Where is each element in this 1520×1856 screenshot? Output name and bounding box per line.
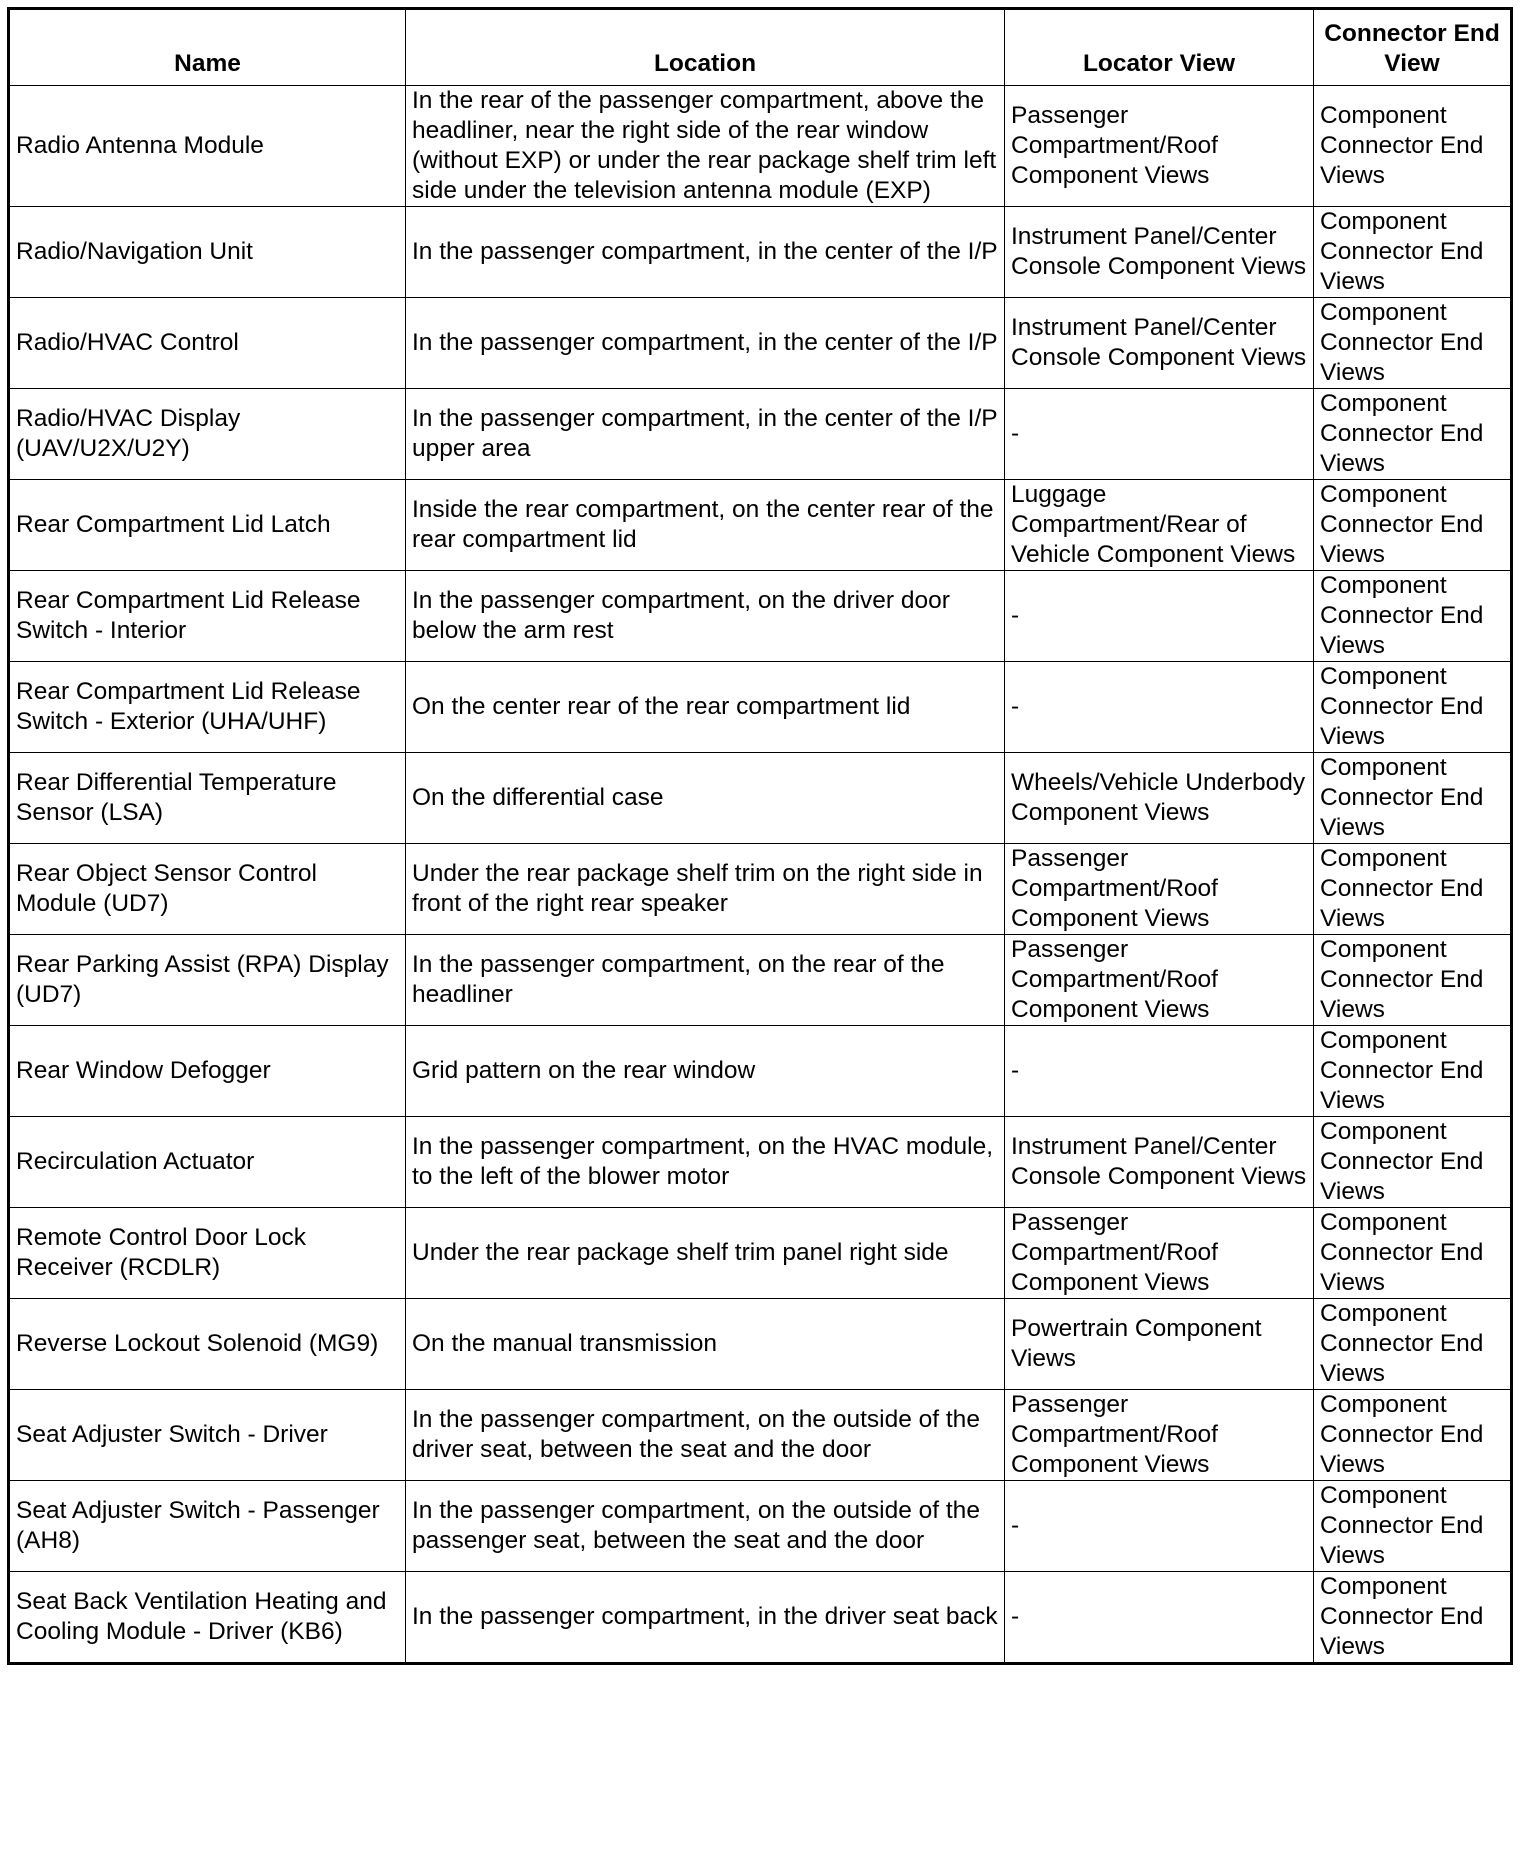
connector-end-view-cell <box>1314 86 1512 207</box>
component-name-cell <box>9 1299 406 1390</box>
component-location-cell <box>406 480 1005 571</box>
locator-view-cell <box>1005 1572 1314 1664</box>
connector-end-view-cell <box>1314 1481 1512 1572</box>
connector-end-view-cell <box>1314 480 1512 571</box>
connector-end-view-cell <box>1314 1390 1512 1481</box>
component-name-cell <box>9 935 406 1026</box>
connector-end-view: Component Connector End Views <box>1320 936 1484 1023</box>
connector-end-view: Component Connector End Views <box>1320 663 1484 750</box>
connector-end-view-cell <box>1314 1572 1512 1664</box>
connector-end-view-cell <box>1314 207 1512 298</box>
table-body <box>9 86 1512 1664</box>
component-name: Seat Adjuster Switch - Driver <box>16 1421 328 1448</box>
table-row <box>9 935 1512 1026</box>
locator-view-cell <box>1005 935 1314 1026</box>
connector-end-view: Component Connector End Views <box>1320 572 1484 659</box>
locator-view-cell <box>1005 844 1314 935</box>
locator-view: Luggage Compartment/Rear of Vehicle Component Views <box>1011 481 1296 568</box>
component-location-cell <box>406 86 1005 207</box>
header-name: Name <box>9 9 406 86</box>
locator-view: Instrument Panel/Center Console Component Views <box>1011 314 1307 371</box>
component-location-cell <box>406 844 1005 935</box>
locator-view: Passenger Compartment/Roof Component Views <box>1011 1391 1218 1478</box>
connector-end-view: Component Connector End Views <box>1320 1209 1484 1296</box>
locator-view-cell <box>1005 480 1314 571</box>
component-location-cell <box>406 753 1005 844</box>
component-name-cell <box>9 1208 406 1299</box>
header-location: Location <box>406 9 1005 86</box>
table-row <box>9 298 1512 389</box>
locator-view: Wheels/Vehicle Underbody Component Views <box>1011 769 1306 826</box>
component-location: On the differential case <box>412 784 664 811</box>
component-location-cell <box>406 1026 1005 1117</box>
component-location-cell <box>406 571 1005 662</box>
connector-end-view-cell <box>1314 1117 1512 1208</box>
component-name: Seat Back Ventilation Heating and Cooling Module - Driver (KB6) <box>16 1588 387 1645</box>
component-location-cell <box>406 1117 1005 1208</box>
component-name-cell <box>9 1117 406 1208</box>
locator-view-cell <box>1005 662 1314 753</box>
locator-view-cell <box>1005 86 1314 207</box>
connector-end-view: Component Connector End Views <box>1320 1118 1484 1205</box>
connector-end-view-cell <box>1314 1208 1512 1299</box>
locator-view-cell <box>1005 753 1314 844</box>
component-name: Seat Adjuster Switch - Passenger (AH8) <box>16 1497 380 1554</box>
locator-view-cell <box>1005 1026 1314 1117</box>
connector-end-view-cell <box>1314 935 1512 1026</box>
component-name-cell <box>9 662 406 753</box>
connector-end-view-cell <box>1314 662 1512 753</box>
locator-view: Instrument Panel/Center Console Component Views <box>1011 1133 1307 1190</box>
table-row <box>9 86 1512 207</box>
component-location: In the rear of the passenger compartment, above the headliner, near the right side of the rear window (without EXP) or under the rear package shelf trim left side under the television antenna module (EXP) <box>412 87 997 204</box>
table-row <box>9 1572 1512 1664</box>
table-row <box>9 1481 1512 1572</box>
component-location-cell <box>406 298 1005 389</box>
component-name-cell <box>9 844 406 935</box>
component-location: On the center rear of the rear compartment lid <box>412 693 911 720</box>
component-name: Rear Parking Assist (RPA) Display (UD7) <box>16 951 389 1008</box>
component-name: Radio/Navigation Unit <box>16 238 253 265</box>
component-name: Radio/HVAC Display (UAV/U2X/U2Y) <box>16 405 241 462</box>
component-name: Radio/HVAC Control <box>16 329 239 356</box>
locator-view-cell <box>1005 1208 1314 1299</box>
component-location: In the passenger compartment, in the center of the I/P <box>412 329 998 356</box>
locator-view: - <box>1011 602 1020 629</box>
component-location: In the passenger compartment, on the driver door below the arm rest <box>412 587 950 644</box>
component-name: Rear Compartment Lid Release Switch - Exterior (UHA/UHF) <box>16 678 361 735</box>
header-locator-view: Locator View <box>1005 9 1314 86</box>
table-row <box>9 1299 1512 1390</box>
component-name: Radio Antenna Module <box>16 132 264 159</box>
locator-view: Passenger Compartment/Roof Component Views <box>1011 936 1218 1023</box>
component-name: Recirculation Actuator <box>16 1148 255 1175</box>
locator-view: Instrument Panel/Center Console Component Views <box>1011 223 1307 280</box>
table-row <box>9 389 1512 480</box>
locator-view: Powertrain Component Views <box>1011 1315 1262 1372</box>
component-location-cell <box>406 662 1005 753</box>
component-location: Under the rear package shelf trim on the right side in front of the right rear speaker <box>412 860 983 917</box>
connector-end-view: Component Connector End Views <box>1320 208 1484 295</box>
connector-end-view: Component Connector End Views <box>1320 390 1484 477</box>
component-location: In the passenger compartment, in the center of the I/P <box>412 238 998 265</box>
locator-view-cell <box>1005 1299 1314 1390</box>
locator-view-cell <box>1005 298 1314 389</box>
connector-end-view: Component Connector End Views <box>1320 1391 1484 1478</box>
component-name: Rear Compartment Lid Latch <box>16 511 331 538</box>
component-location-cell <box>406 207 1005 298</box>
locator-view: Passenger Compartment/Roof Component Views <box>1011 1209 1218 1296</box>
component-name-cell <box>9 571 406 662</box>
locator-view: - <box>1011 1512 1020 1539</box>
component-location: Grid pattern on the rear window <box>412 1057 756 1084</box>
table-row <box>9 753 1512 844</box>
component-name: Rear Object Sensor Control Module (UD7) <box>16 860 317 917</box>
component-name-cell <box>9 298 406 389</box>
connector-end-view: Component Connector End Views <box>1320 1027 1484 1114</box>
locator-view-cell <box>1005 571 1314 662</box>
component-name-cell <box>9 1390 406 1481</box>
table-row <box>9 1117 1512 1208</box>
connector-end-view: Component Connector End Views <box>1320 481 1484 568</box>
component-name-cell <box>9 480 406 571</box>
component-name-cell <box>9 753 406 844</box>
component-location-cell <box>406 1299 1005 1390</box>
component-location: Inside the rear compartment, on the center rear of the rear compartment lid <box>412 496 994 553</box>
header-row <box>9 9 1512 86</box>
table-row <box>9 1026 1512 1117</box>
component-location: On the manual transmission <box>412 1330 718 1357</box>
table-row <box>9 480 1512 571</box>
component-name: Reverse Lockout Solenoid (MG9) <box>16 1330 379 1357</box>
component-location: In the passenger compartment, on the outside of the driver seat, between the seat and the door <box>412 1406 980 1463</box>
locator-view: - <box>1011 1603 1020 1630</box>
table-row <box>9 844 1512 935</box>
component-location-cell <box>406 1390 1005 1481</box>
component-location: In the passenger compartment, on the HVAC module, to the left of the blower motor <box>412 1133 994 1190</box>
locator-view-cell <box>1005 389 1314 480</box>
table-row <box>9 1390 1512 1481</box>
locator-view: - <box>1011 693 1020 720</box>
component-name-cell <box>9 1481 406 1572</box>
component-name: Rear Window Defogger <box>16 1057 271 1084</box>
component-name-cell <box>9 86 406 207</box>
component-location-cell <box>406 1481 1005 1572</box>
component-location: In the passenger compartment, in the center of the I/P upper area <box>412 405 998 462</box>
locator-view-cell <box>1005 207 1314 298</box>
component-name-cell <box>9 207 406 298</box>
component-location: In the passenger compartment, in the driver seat back <box>412 1603 998 1630</box>
connector-end-view: Component Connector End Views <box>1320 1573 1484 1660</box>
connector-end-view-cell <box>1314 1026 1512 1117</box>
component-name-cell <box>9 1572 406 1664</box>
component-location: In the passenger compartment, on the rear of the headliner <box>412 951 945 1008</box>
locator-view: - <box>1011 1057 1020 1084</box>
component-name-cell <box>9 389 406 480</box>
locator-view-cell <box>1005 1481 1314 1572</box>
table-row <box>9 571 1512 662</box>
component-name: Rear Differential Temperature Sensor (LSA) <box>16 769 337 826</box>
component-location-cell <box>406 935 1005 1026</box>
locator-view-cell <box>1005 1390 1314 1481</box>
locator-view: - <box>1011 420 1020 447</box>
component-location: In the passenger compartment, on the outside of the passenger seat, between the seat and the door <box>412 1497 980 1554</box>
locator-view: Passenger Compartment/Roof Component Views <box>1011 102 1218 189</box>
connector-end-view-cell <box>1314 389 1512 480</box>
component-name: Remote Control Door Lock Receiver (RCDLR) <box>16 1224 307 1281</box>
connector-end-view: Component Connector End Views <box>1320 1482 1484 1569</box>
locator-view-cell <box>1005 1117 1314 1208</box>
connector-end-view-cell <box>1314 753 1512 844</box>
connector-end-view-cell <box>1314 298 1512 389</box>
component-name: Rear Compartment Lid Release Switch - Interior <box>16 587 361 644</box>
locator-view: Passenger Compartment/Roof Component Views <box>1011 845 1218 932</box>
connector-end-view: Component Connector End Views <box>1320 102 1484 189</box>
connector-end-view-cell <box>1314 1299 1512 1390</box>
header-connector-end-view: Connector End View <box>1314 9 1512 86</box>
connector-end-view: Component Connector End Views <box>1320 754 1484 841</box>
connector-end-view: Component Connector End Views <box>1320 1300 1484 1387</box>
connector-end-view: Component Connector End Views <box>1320 299 1484 386</box>
component-location-cell <box>406 389 1005 480</box>
component-location: Under the rear package shelf trim panel right side <box>412 1239 949 1266</box>
connector-end-view-cell <box>1314 844 1512 935</box>
table-row <box>9 207 1512 298</box>
table-row <box>9 662 1512 753</box>
component-location-cell <box>406 1208 1005 1299</box>
connector-end-view: Component Connector End Views <box>1320 845 1484 932</box>
component-locator-table <box>7 7 1513 1665</box>
component-locator-sheet <box>7 7 1513 1665</box>
component-name-cell <box>9 1026 406 1117</box>
component-location-cell <box>406 1572 1005 1664</box>
connector-end-view-cell <box>1314 571 1512 662</box>
table-row <box>9 1208 1512 1299</box>
